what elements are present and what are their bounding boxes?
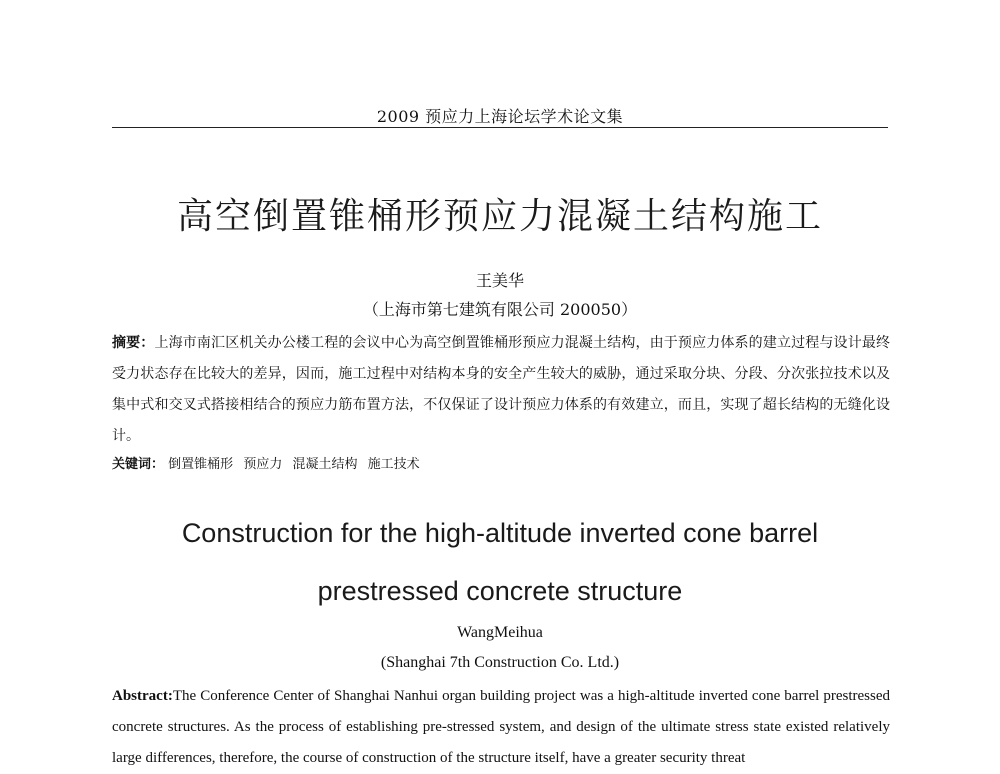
abstract-cn-text: 上海市南汇区机关办公楼工程的会议中心为高空倒置锥桶形预应力混凝土结构，由于预应力体系的建立过程与设计最终受力状态存在比较大的差异，因而，施工过程中对结构本身的安全产生较大的威胁，通过采取分块、分段、分次张拉技术以及集中式和交叉式搭接相结合的预应力筋布置方法，不仅保证了设计预应力体系的有效建立，而且，实现了超长结构的无缝化设计。 [112,335,891,444]
affiliation-en: (Shanghai 7th Construction Co. Ltd.) [380,654,620,671]
running-header: 2009 预应力上海论坛学术论文集 [376,107,624,126]
keyword: 预应力 [243,457,283,472]
keywords-cn-label: 关键词： [112,457,165,472]
author-en: WangMeihua [457,624,543,641]
affiliation-cn: （上海市第七建筑有限公司 200050） [362,300,638,319]
paper-title-cn: 高空倒置锥桶形预应力混凝土结构施工 [176,196,823,237]
abstract-cn [112,328,890,452]
keyword: 施工技术 [367,457,420,472]
keyword: 倒置锥桶形 [168,457,234,472]
abstract-en [112,681,890,774]
abstract-cn-label: 摘要： [112,335,155,351]
author-cn: 王美华 [475,271,524,290]
paper-title-en-line1: Construction for the high-altitude inverted cone barrel [181,518,819,548]
header-rule [112,127,888,128]
paper-title-en-line2: prestressed concrete structure [317,576,683,606]
abstract-en-label: Abstract: [112,688,173,704]
keywords-cn [112,452,890,478]
keyword: 混凝土结构 [292,457,358,472]
abstract-en-text: The Conference Center of Shanghai Nanhui organ building project was a high-altitude inverted cone barrel prestressed concrete structures. As the process of establishing pre-stressed system, and design of the ultimate stress state existed relatively large differences, therefore, the course of construction of the structure itself, have a greater security threat [112,688,890,766]
paper-title-en [80,504,920,620]
